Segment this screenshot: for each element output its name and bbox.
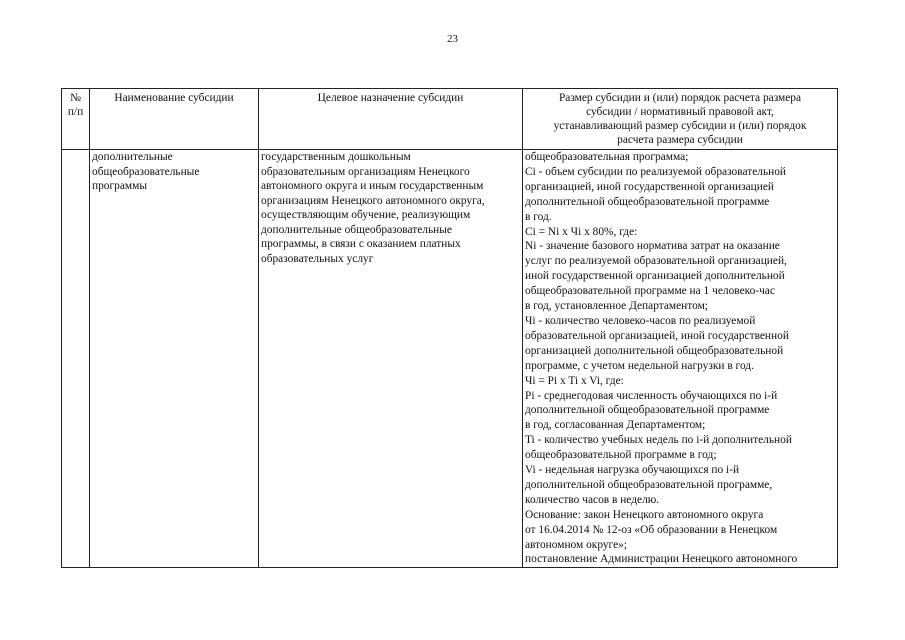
cell-line: дополнительные общеобразовательные xyxy=(261,223,452,236)
cell-line: организациям Ненецкого автономного округа, xyxy=(261,194,485,207)
header-line: Целевое назначение субсидии xyxy=(317,92,464,104)
cell-line: Pi - среднегодовая численность обучающихся по i-й xyxy=(525,389,778,402)
cell-line: образовательной организацией, иной государственной xyxy=(525,329,789,342)
cell-line: Vi - недельная нагрузка обучающихся по i-й xyxy=(525,464,740,477)
cell-line: Ci = Ni x Чi x 80%, где: xyxy=(525,225,638,238)
table-header-row xyxy=(62,89,838,150)
cell-line: дополнительной общеобразовательной программе xyxy=(525,404,770,417)
header-line: п/п xyxy=(67,106,84,118)
page-number: 23 xyxy=(447,33,458,45)
cell-line: в год, согласованная Департаментом; xyxy=(525,419,706,432)
cell-line: Чi = Pi x Ti x Vi, где: xyxy=(525,374,624,387)
cell-line: программы, в связи с оказанием платных xyxy=(261,238,461,250)
header-name xyxy=(90,89,259,150)
cell-line: дополнительные xyxy=(92,151,173,163)
header-line: устанавливающий размер субсидии и (или) порядок xyxy=(553,120,807,132)
cell-line: осуществляющим обучение, реализующим xyxy=(261,209,471,221)
cell-line: организацией дополнительной общеобразовательной xyxy=(525,344,784,357)
cell-line: автономном округе»; xyxy=(525,538,627,551)
cell-line: Ni - значение базового норматива затрат на оказание xyxy=(525,240,780,253)
cell-line: программы xyxy=(92,180,147,192)
cell-subsidy-size xyxy=(523,150,838,568)
cell-line: автономного округа и иным государственным xyxy=(261,180,484,192)
header-size xyxy=(523,89,838,150)
header-line: Наименование субсидии xyxy=(114,92,234,104)
cell-line: в год. xyxy=(525,210,552,223)
cell-line: от 16.04.2014 № 12-оз «Об образовании в Ненецком xyxy=(525,523,778,536)
cell-line: Ci - объем субсидии по реализуемой образовательной xyxy=(525,165,787,178)
cell-line: общеобразовательной программе на 1 человеко-час xyxy=(525,285,775,298)
cell-line: общеобразовательная программа; xyxy=(525,151,689,163)
cell-line: общеобразовательные xyxy=(92,165,200,178)
cell-line: услуг по реализуемой образовательной организацией, xyxy=(525,255,787,268)
cell-line: организацией, иной государственной организацией xyxy=(525,180,774,193)
subsidy-table xyxy=(61,88,838,568)
cell-line: дополнительной общеобразовательной программе xyxy=(525,195,770,208)
table-row xyxy=(62,150,838,568)
cell-line: государственным дошкольным xyxy=(261,151,411,163)
cell-line: общеобразовательной программе в год; xyxy=(525,449,717,462)
cell-line: Чi - количество человеко-часов по реализуемой xyxy=(525,314,756,327)
cell-line: количество часов в неделю. xyxy=(525,493,660,506)
cell-line: Основание: закон Ненецкого автономного округа xyxy=(525,508,764,521)
header-purpose xyxy=(259,89,523,150)
cell-number xyxy=(62,150,90,568)
cell-line: постановление Администрации Ненецкого автономного xyxy=(525,553,798,566)
header-line: № xyxy=(70,92,81,104)
cell-subsidy-purpose xyxy=(259,150,523,568)
cell-line: образовательным организациям Ненецкого xyxy=(261,165,470,178)
cell-line: программе, с учетом недельной нагрузки в год. xyxy=(525,359,754,372)
header-line: Размер субсидии и (или) порядок расчета размера xyxy=(558,92,802,104)
header-line: субсидии / нормативный правовой акт, xyxy=(586,106,774,118)
cell-line: Ti - количество учебных недель по i-й дополнительной xyxy=(525,434,792,447)
cell-subsidy-name xyxy=(90,150,259,568)
header-number xyxy=(62,89,90,150)
cell-line: иной государственной организацией дополнительной xyxy=(525,270,785,283)
cell-line: образовательных услуг xyxy=(261,252,374,265)
cell-line: в год, установленное Департаментом; xyxy=(525,300,708,313)
header-line: расчета размера субсидии xyxy=(617,134,743,146)
cell-line: дополнительной общеобразовательной программе, xyxy=(525,478,773,491)
